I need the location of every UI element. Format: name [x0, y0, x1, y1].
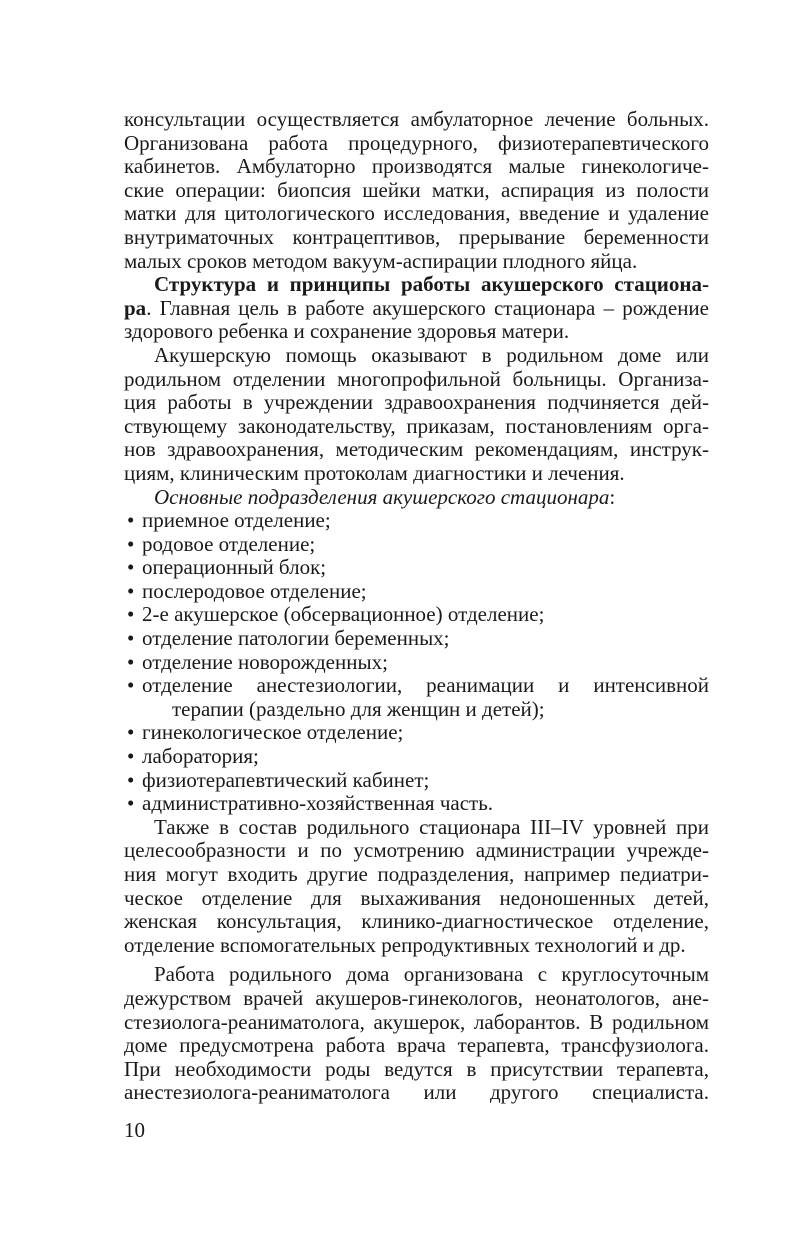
paragraph-staffing: [124, 963, 709, 1105]
list-item-text: лаборатория;: [142, 744, 259, 769]
bullet-icon: •: [127, 673, 135, 698]
list-item-text: отделение анестезиологии, реанимации и интенсивной: [142, 673, 709, 698]
list-item: [124, 603, 709, 627]
text-line: [124, 297, 709, 321]
page-number: 10: [124, 1118, 145, 1142]
list-item: [124, 651, 709, 675]
list-item: [124, 721, 709, 745]
bullet-icon: •: [127, 578, 135, 603]
text-line: женская консультация, клинико-диагностическое отделение,: [124, 909, 709, 934]
text-line: анестезиолога-реаниматолога или другого специалиста.: [124, 1080, 709, 1105]
list-item-text: физиотерапевтический кабинет;: [142, 767, 430, 792]
list-item: [124, 674, 709, 698]
list-item: [124, 769, 709, 793]
list-item-text: административно-хозяйственная часть.: [142, 791, 494, 816]
text-line: кабинетов. Амбулаторно производятся малые гинекологиче-: [124, 154, 709, 179]
text-line: Также в состав родильного стационара III–IV уровней при: [154, 814, 709, 839]
paragraph-outpatient: [124, 108, 709, 273]
text-line: отделение вспомогательных репродуктивных технологий и др.: [124, 932, 686, 957]
list-intro-text: Основные подразделения акушерского стационара: [154, 484, 610, 509]
text-line: консультации осуществляется амбулаторное лечение больных.: [124, 107, 709, 131]
list-intro: [124, 486, 709, 510]
list-intro-colon: :: [609, 484, 616, 509]
page-body: [124, 108, 709, 1105]
text-line: ские операции: биопсия шейки матки, аспирация из полости: [124, 177, 709, 202]
list-item-text: гинекологическое отделение;: [142, 720, 404, 745]
bullet-icon: •: [127, 555, 135, 580]
bullet-icon: •: [127, 531, 135, 556]
bullet-icon: •: [127, 649, 135, 674]
departments-list: [124, 486, 709, 816]
text-line: Акушерскую помощь оказывают в родильном доме или: [154, 342, 709, 367]
list-item: [124, 627, 709, 651]
text-line: родильном отделении многопрофильной больницы. Организа-: [124, 366, 709, 391]
text-line: здорового ребенка и сохранение здоровья матери.: [124, 319, 570, 344]
text-line: дежурством врачей акушеров-гинекологов, неонатологов, ане-: [124, 985, 709, 1010]
list-item: [124, 580, 709, 604]
bullet-icon: •: [127, 602, 135, 627]
list-item: [124, 509, 709, 533]
text-line: целесообразности и по усмотрению администрации учрежде-: [124, 838, 709, 863]
list-item: [124, 745, 709, 769]
bullet-icon: •: [127, 626, 135, 651]
list-item-text: родовое отделение;: [142, 531, 316, 556]
text-line: ция работы в учреждении здравоохранения подчиняется дей-: [124, 390, 709, 415]
text-line: ствующему законодательству, приказам, постановлениям орга-: [124, 413, 709, 438]
text-line: матки для цитологического исследования, введение и удаление: [124, 201, 709, 226]
bullet-icon: •: [127, 744, 135, 769]
list-item-text: приемное отделение;: [142, 508, 331, 533]
list-item-continuation: терапии (раздельно для женщин и детей);: [172, 696, 545, 721]
list-item-text: послеродовое отделение;: [142, 578, 367, 603]
list-item-text: отделение новорожденных;: [142, 649, 388, 674]
text-fragment: . Главная цель в работе акушерского стационара – рождение: [146, 295, 709, 320]
bullet-icon: •: [127, 720, 135, 745]
text-line: стезиолога-реаниматолога, акушерок, лаборантов. В родильном: [124, 1009, 709, 1034]
text-line: ческое отделение для выхаживания недоношенных детей,: [124, 885, 709, 910]
text-line: Работа родильного дома организована с круглосуточным: [154, 962, 709, 987]
text-line: ния могут входить другие подразделения, например педиатри-: [124, 862, 709, 886]
bullet-icon: •: [127, 767, 135, 792]
bullet-icon: •: [127, 508, 135, 533]
text-line: циям, клиническим протоколам диагностики и лечения.: [124, 460, 625, 485]
text-line: малых сроков методом вакуум-аспирации плодного яйца.: [124, 248, 638, 273]
text-line: доме предусмотрена работа врача терапевта, трансфузиолога.: [124, 1033, 709, 1058]
paragraph-obstetric-care: [124, 344, 709, 486]
list-item-text: операционный блок;: [142, 555, 327, 580]
section-heading-end: ра: [124, 295, 147, 320]
list-item: [124, 533, 709, 557]
list-item: [124, 556, 709, 580]
list-item-text: 2-е акушерское (обсервационное) отделение;: [142, 602, 545, 627]
list-item-text: отделение патологии беременных;: [142, 626, 450, 651]
text-line: При необходимости роды ведутся в присутствии терапевта,: [124, 1056, 709, 1081]
list-item: [124, 792, 709, 816]
text-line: нов здравоохранения, методическим рекомендациям, инструк-: [124, 437, 709, 462]
section-heading: Структура и принципы работы акушерского стациона-: [154, 272, 709, 297]
bullet-icon: •: [127, 791, 135, 816]
paragraph-structure: [124, 273, 709, 344]
paragraph-additional-units: [124, 816, 709, 958]
text-line: внутриматочных контрацептивов, прерывание беременности: [124, 224, 709, 249]
text-line: Организована работа процедурного, физиотерапевтического: [124, 130, 709, 155]
